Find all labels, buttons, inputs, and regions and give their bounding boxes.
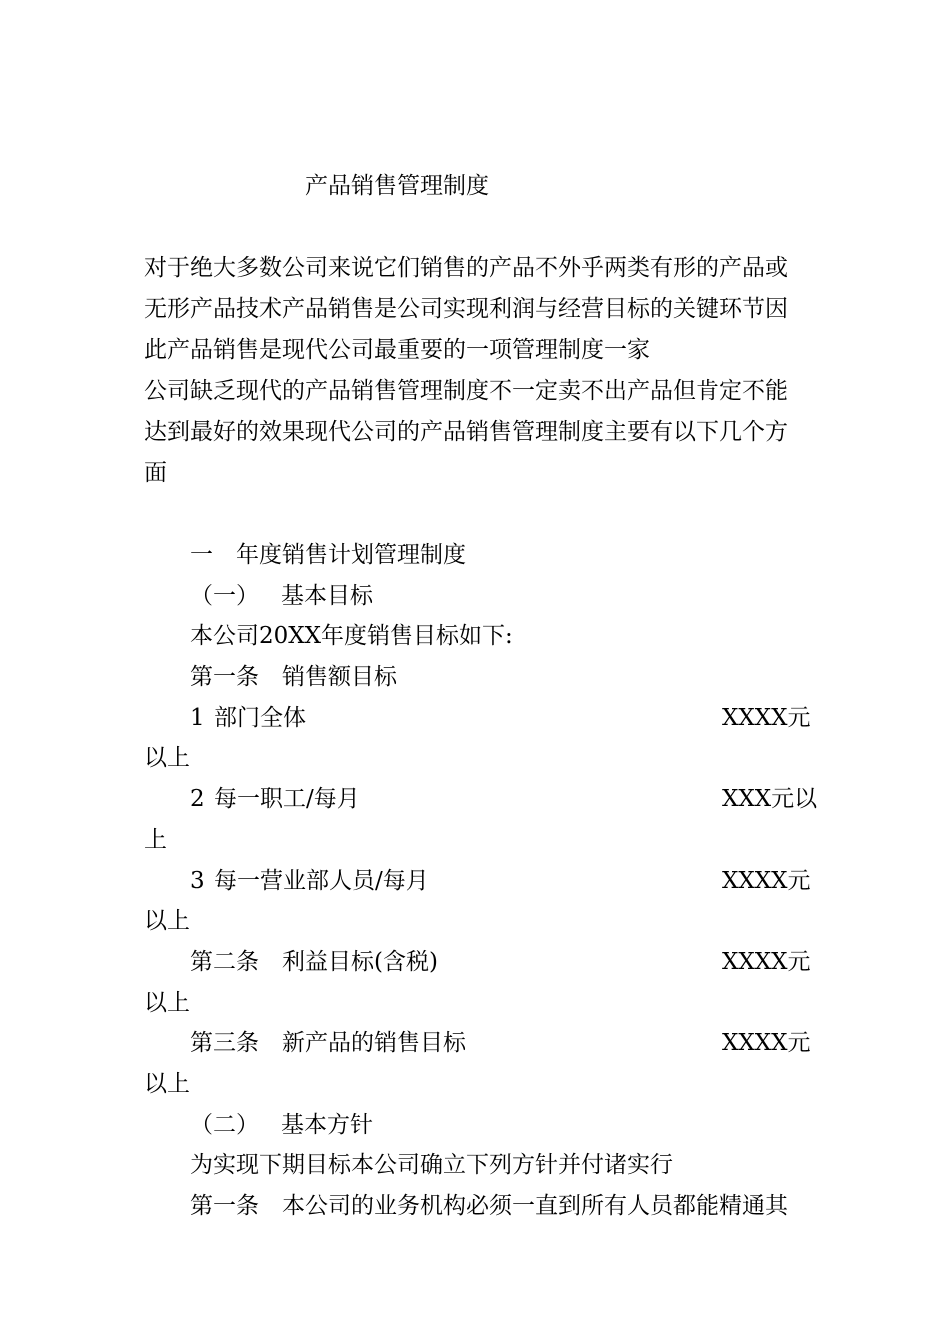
article-title: 销售额目标 [282,664,397,691]
section-title: 年度销售计划管理制度 [236,542,466,568]
document-title: 产品销售管理制度 [305,173,489,199]
item-number: 1 [190,704,205,731]
intro-line: 无形产品技术产品销售是公司实现利润与经营目标的关键环节因 [144,296,788,322]
intro-line: 面 [144,460,167,486]
subsection-marker: （一） [190,582,259,609]
target-item-row [144,698,824,739]
article-text: 本公司的业务机构必须一直到所有人员都能精通其 [282,1193,788,1219]
article-label: 第一条 [190,1193,259,1219]
subsection-heading-1 [144,576,824,617]
subsection-marker: （二） [190,1111,259,1138]
article-label: 第一条 [190,664,259,691]
article-row [144,942,824,983]
subsection-title: 基本方针 [281,1111,373,1138]
subsection-title: 基本目标 [281,582,373,609]
intro-line: 达到最好的效果现代公司的产品销售管理制度主要有以下几个方 [144,419,788,445]
subsection-intro-2: 为实现下期目标本公司确立下列方针并付诸实行 [190,1152,673,1179]
article-heading [144,657,824,698]
subsection-heading-2 [144,1105,824,1146]
article-title: 利益目标(含税) [282,948,438,975]
article-tail: 以上 [144,989,190,1016]
article-title: 新产品的销售目标 [282,1030,466,1057]
target-item-row [144,861,824,902]
article-tail: 以上 [144,1070,190,1097]
article-label: 第三条 [190,1030,259,1057]
article-amount: XXXX元 [722,1030,811,1057]
article-label: 第二条 [190,948,259,975]
article-row [144,1186,824,1227]
item-amount: XXX元以 [722,786,818,813]
subsection-intro-1: 本公司20XX年度销售目标如下: [190,623,513,650]
item-number: 3 [190,867,205,894]
intro-line: 公司缺乏现代的产品销售管理制度不一定卖不出产品但肯定不能 [144,378,788,404]
intro-line: 此产品销售是现代公司最重要的一项管理制度一家 [144,337,650,363]
intro-paragraph [144,248,824,494]
document-body [144,535,824,1227]
item-tail: 以上 [144,908,190,935]
item-label: 部门全体 [214,704,306,731]
section-marker: 一 [190,542,213,568]
section-heading-1 [144,535,824,576]
item-amount: XXXX元 [722,704,811,731]
item-number: 2 [190,786,205,813]
item-tail: 以上 [144,745,190,772]
item-amount: XXXX元 [722,867,811,894]
target-item-row [144,779,824,820]
intro-line: 对于绝大多数公司来说它们销售的产品不外乎两类有形的产品或 [144,255,788,281]
article-amount: XXXX元 [722,948,811,975]
item-label: 每一职工/每月 [214,786,360,813]
article-row [144,1023,824,1064]
item-label: 每一营业部人员/每月 [214,867,429,894]
item-tail: 上 [144,826,167,853]
